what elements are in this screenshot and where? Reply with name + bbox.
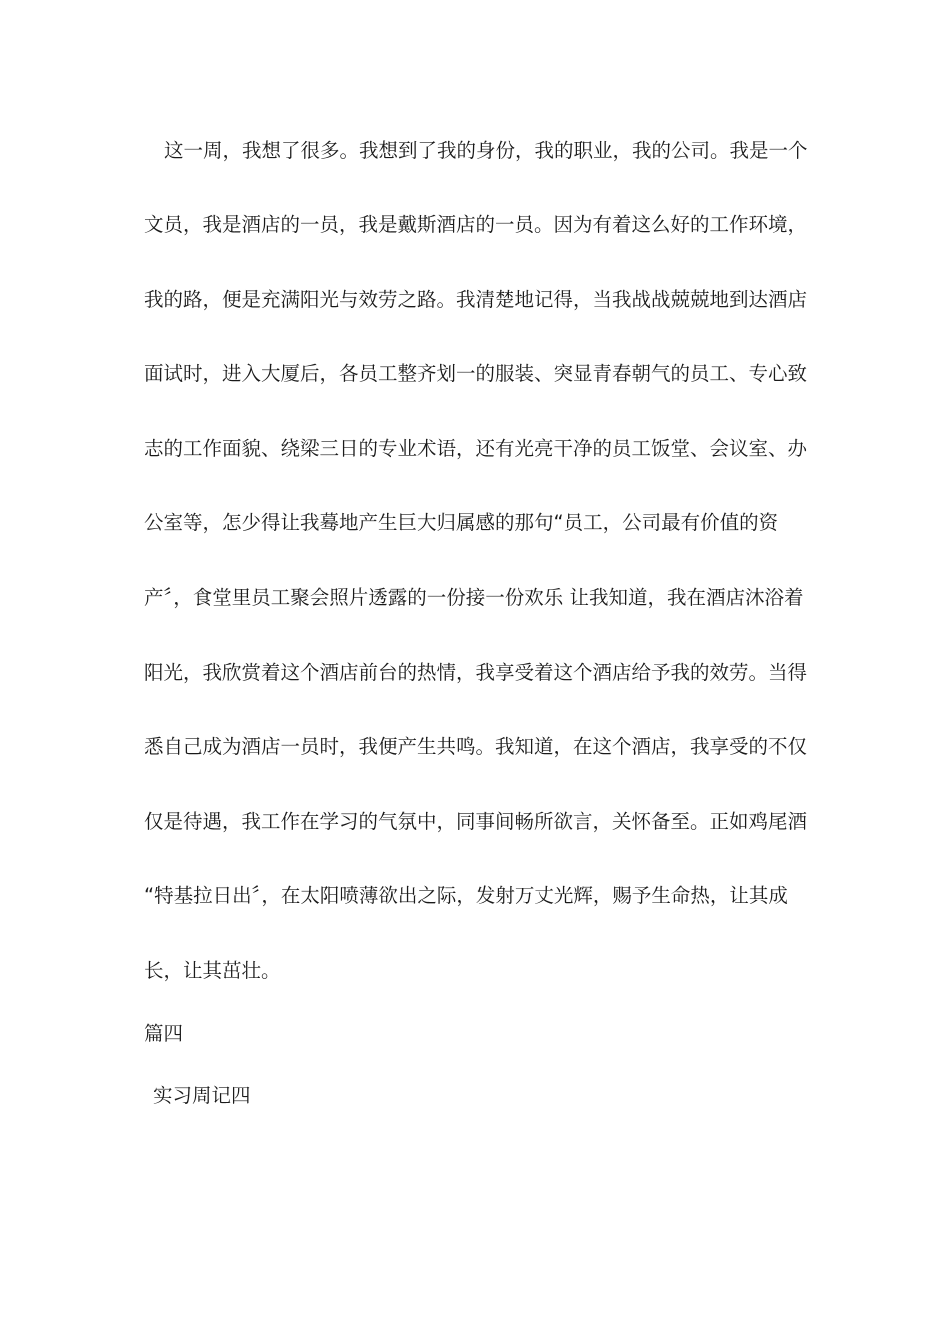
sub-heading: 实习周记四 bbox=[153, 1084, 251, 1107]
paragraph-line: 文员，我是酒店的一员，我是戴斯酒店的一员。因为有着这么好的工作环境， bbox=[144, 213, 808, 236]
paragraph-line: 长，让其茁壮。 bbox=[144, 959, 281, 982]
paragraph-line: 这一周，我想了很多。我想到了我的身份，我的职业，我的公司。我是一个 bbox=[164, 139, 808, 162]
section-heading: 篇四 bbox=[144, 1022, 184, 1045]
paragraph-line: 志的工作面貌、绕梁三日的专业术语，还有光亮干净的员工饭堂、会议室、办 bbox=[144, 437, 808, 460]
paragraph-line: 公室等，怎少得让我蓦地产生巨大归属感的那句“员工，公司最有价值的资 bbox=[144, 511, 779, 534]
paragraph-line: 产〞，食堂里员工聚会照片透露的一份接一份欢乐 让我知道，我在酒店沐浴着 bbox=[144, 586, 804, 609]
paragraph-line: 仅是待遇，我工作在学习的气氛中，同事间畅所欲言，关怀备至。正如鸡尾酒 bbox=[144, 810, 808, 833]
paragraph-line: 悉自己成为酒店一员时，我便产生共鸣。我知道，在这个酒店，我享受的不仅 bbox=[144, 735, 808, 758]
paragraph-line: 面试时，进入大厦后，各员工整齐划一的服装、突显青春朝气的员工、专心致 bbox=[144, 362, 808, 385]
paragraph-line: “特基拉日出〞，在太阳喷薄欲出之际，发射万丈光辉，赐予生命热，让其成 bbox=[144, 884, 788, 907]
paragraph-line: 阳光，我欣赏着这个酒店前台的热情，我享受着这个酒店给予我的效劳。当得 bbox=[144, 661, 808, 684]
paragraph-line: 我的路，便是充满阳光与效劳之路。我清楚地记得，当我战战兢兢地到达酒店 bbox=[144, 288, 808, 311]
